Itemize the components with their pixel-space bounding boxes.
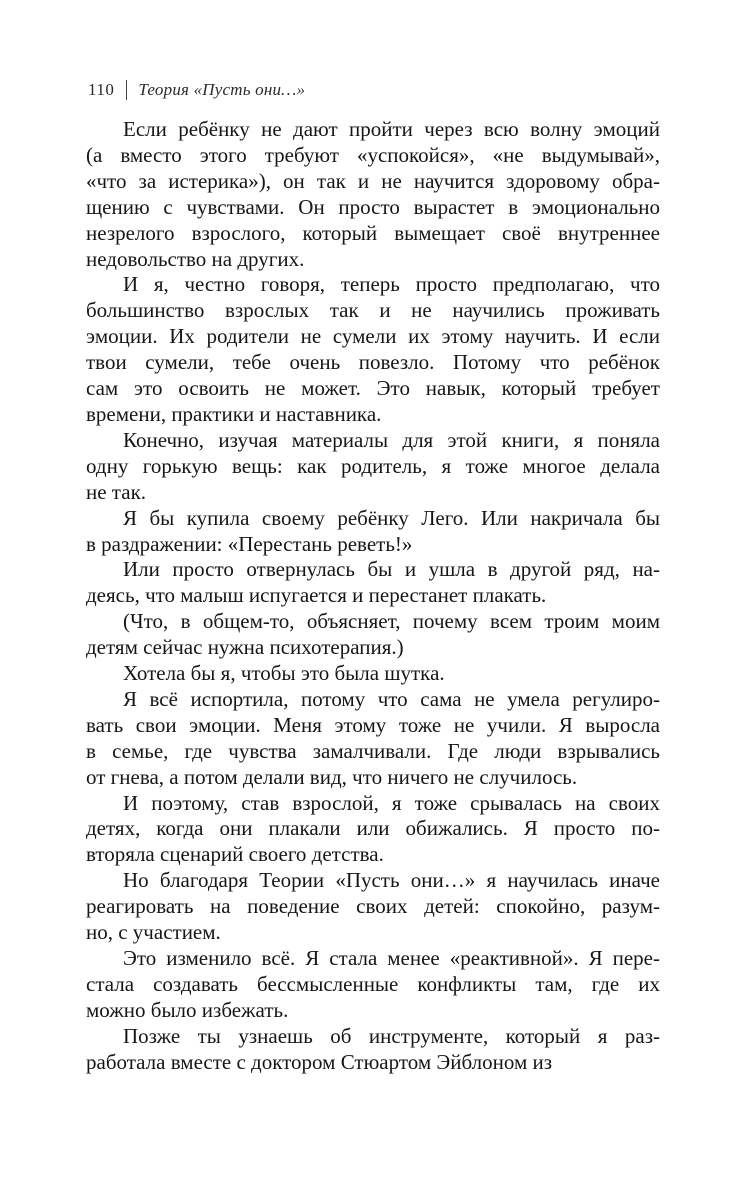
text-line: реагировать на поведение своих детей: спокойно, разум- — [86, 894, 660, 919]
page-body — [86, 117, 660, 1076]
text-line: в раздражении: «Перестань реветь!» — [86, 531, 413, 556]
text-line: (а вместо этого требуют «успокойся», «не выдумывай», — [86, 142, 660, 167]
text-line: незрелого взрослого, который вымещает своё внутреннее — [86, 220, 660, 245]
paragraph — [86, 557, 660, 609]
paragraph — [86, 117, 660, 272]
text-line: стала создавать бессмысленные конфликты там, где их — [86, 971, 660, 996]
text-line: одну горькую вещь: как родитель, я тоже многое делала — [86, 453, 660, 478]
text-line: деясь, что малыш испугается и перестанет плакать. — [86, 583, 547, 608]
text-line: И я, честно говоря, теперь просто предполагаю, что — [123, 272, 660, 297]
text-line: детях, когда они плакали или обижались. Я просто по- — [86, 816, 660, 841]
text-line: в семье, где чувства замалчивали. Где люди взрывались — [86, 738, 660, 763]
text-line: (Что, в общем-то, объясняет, почему всем троим моим — [123, 609, 660, 634]
text-line: детям сейчас нужна психотерапия.) — [86, 635, 404, 660]
paragraph — [86, 868, 660, 946]
text-line: Если ребёнку не дают пройти через всю волну эмоций — [123, 117, 660, 141]
text-line: Я всё испортила, потому что сама не умела регулиро- — [123, 686, 660, 711]
text-line: вторяла сценарий своего детства. — [86, 842, 384, 867]
paragraph — [86, 791, 660, 869]
paragraph — [86, 506, 660, 558]
text-line: Конечно, изучая материалы для этой книги, я поняла — [123, 427, 660, 452]
text-line: можно было избежать. — [86, 997, 289, 1022]
paragraph — [86, 428, 660, 506]
text-line: эмоции. Их родители не сумели их этому научить. И если — [86, 324, 660, 349]
text-line: вать свои эмоции. Меня этому тоже не учили. Я выросла — [86, 712, 660, 737]
header-separator — [126, 80, 127, 100]
text-line: Хотела бы я, чтобы это была шутка. — [123, 661, 445, 686]
paragraph — [86, 687, 660, 791]
text-line: большинство взрослых так и не научились проживать — [86, 298, 660, 323]
text-line: Или просто отвернулась бы и ушла в другой ряд, на- — [123, 557, 660, 582]
page-number: 110 — [88, 80, 115, 99]
text-line: Я бы купила своему ребёнку Лего. Или накричала бы — [123, 505, 660, 530]
paragraph — [86, 272, 660, 427]
paragraph — [86, 609, 660, 661]
text-line: не так. — [86, 479, 147, 504]
text-line: времени, практики и наставника. — [86, 401, 382, 426]
text-line: щению с чувствами. Он просто вырастет в эмоционально — [86, 194, 660, 219]
text-line: сам это освоить не может. Это навык, который требует — [86, 376, 660, 401]
text-line: И поэтому, став взрослой, я тоже срывалась на своих — [123, 790, 660, 815]
text-line: недовольство на других. — [86, 246, 305, 271]
text-line: работала вместе с доктором Стюартом Эйблоном из — [86, 1049, 553, 1074]
text-line: твои сумели, тебе очень повезло. Потому что ребёнок — [86, 350, 660, 375]
text-line: но, с участием. — [86, 920, 221, 945]
running-header — [88, 80, 658, 100]
text-line: Позже ты узнаешь об инструменте, который я раз- — [123, 1023, 660, 1048]
text-line: Это изменило всё. Я стала менее «реактивной». Я пере- — [123, 946, 660, 970]
text-line: Но благодаря Теории «Пусть они…» я научилась иначе — [123, 868, 660, 893]
text-line: от гнева, а потом делали вид, что ничего не случилось. — [86, 764, 578, 789]
text-line: «что за истерика»), он так и не научится здоровому обра- — [86, 168, 660, 193]
paragraph — [86, 661, 660, 687]
running-title: Теория «Пусть они…» — [138, 80, 306, 99]
paragraph — [86, 1024, 660, 1076]
paragraph — [86, 946, 660, 1024]
